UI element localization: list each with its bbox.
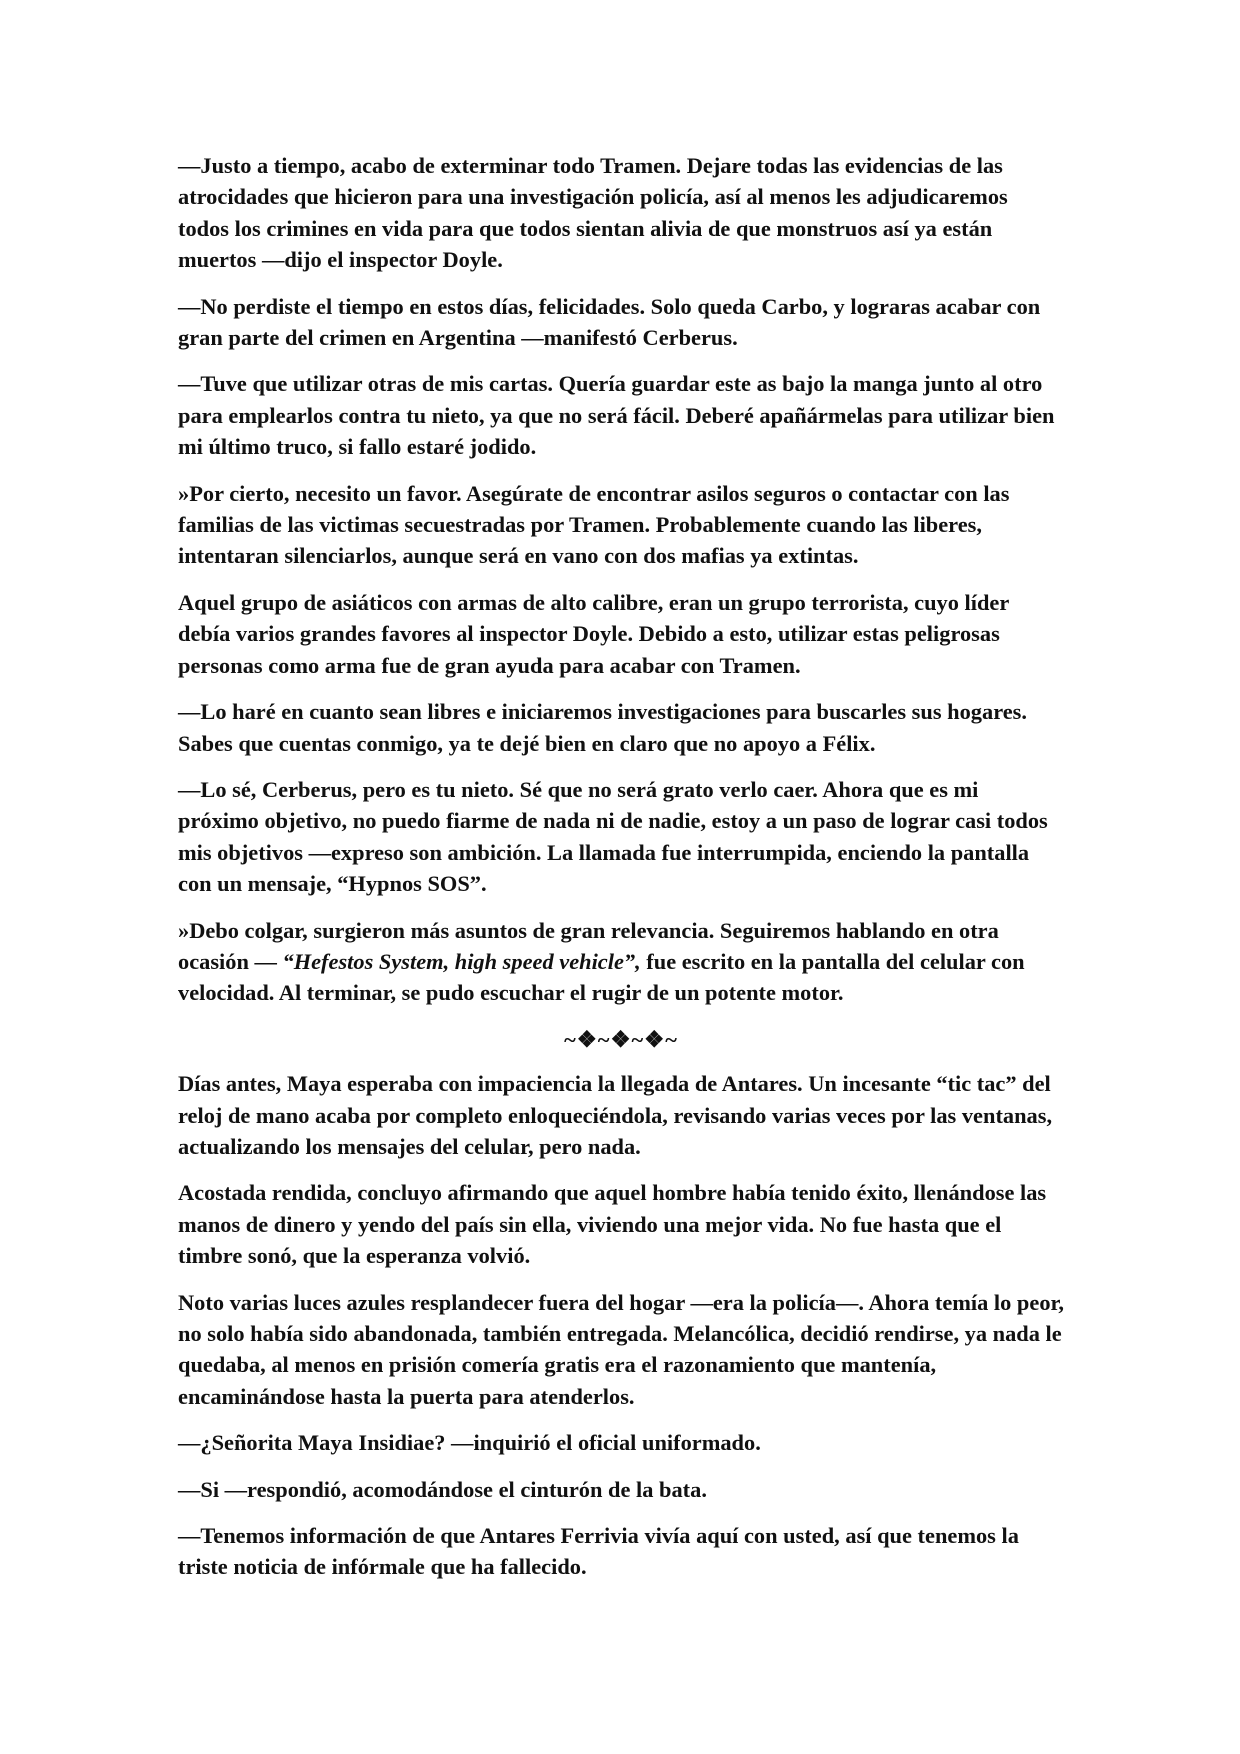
paragraph: Aquel grupo de asiáticos con armas de alto calibre, eran un grupo terrorista, cuyo líder debía varios grandes favores al inspector Doyle. Debido a esto, utilizar estas peligrosas personas como arma fue de gran ayuda para acabar con Tramen. (178, 589, 1009, 678)
paragraph: »Por cierto, necesito un favor. Asegúrate de encontrar asilos seguros o contactar con las familias de las victimas secuestradas por Tramen. Probablemente cuando las liberes, intentaran silenciarlos, aunque será en vano con dos mafias ya extintas. (178, 480, 1010, 569)
paragraph: —Lo sé, Cerberus, pero es tu nieto. Sé que no será grato verlo caer. Ahora que es mi próximo objetivo, no puedo fiarme de nada ni de nadie, estoy a un paso de lograr casi todos mis objetivos —expreso son ambición. La llamada fue interrumpida, enciendo la pantalla con un mensaje, “Hypnos SOS”. (178, 776, 1048, 897)
paragraph: —Lo haré en cuanto sean libres e iniciaremos investigaciones para buscarles sus hogares. Sabes que cuentas conmigo, ya te dejé bien en claro que no apoyo a Félix. (178, 699, 1027, 756)
scene-separator: ~❖~❖~❖~ (564, 1026, 678, 1052)
paragraph: Acostada rendida, concluyo afirmando que aquel hombre había tenido éxito, llenándose las manos de dinero y yendo del país sin ella, viviendo una mejor vida. No fue hasta que el timbre sonó, que la esperanza volvió. (178, 1180, 1047, 1269)
paragraph: Noto varias luces azules resplandecer fuera del hogar —era la policía—. Ahora temía lo peor, no solo había sido abandonada, también entregada. Melancólica, decidió rendirse, ya nada le quedaba, al menos en prisión comería gratis era el razonamiento que mantenía, encaminándose hasta la puerta para atenderlos. (178, 1289, 1065, 1409)
paragraph: —¿Señorita Maya Insidiae? —inquirió el oficial uniformado. (178, 1430, 761, 1456)
paragraph: —Tenemos información de que Antares Ferrivia vivía aquí con usted, así que tenemos la triste noticia de infórmale que ha fallecido. (178, 1523, 1019, 1580)
paragraph-text: fue escrito en la pantalla del celular con velocidad. Al terminar, se pudo escuchar el rugir de un potente motor. (178, 948, 1025, 1006)
paragraph: Días antes, Maya esperaba con impaciencia la llegada de Antares. Un incesante “tic tac” del reloj de mano acaba por completo enloqueciéndola, revisando varias veces por las ventanas, actualizando los mensajes del celular, pero nada. (178, 1071, 1053, 1159)
paragraph (178, 915, 1064, 1009)
page-body (178, 150, 1064, 1598)
paragraph: —Tuve que utilizar otras de mis cartas. Quería guardar este as bajo la manga junto al otro para emplearlos contra tu nieto, ya que no será fácil. Deberé apañármelas para utilizar bien mi último truco, si fallo estaré jodido. (178, 371, 1055, 460)
paragraph-text: »Debo colgar, surgieron más asuntos de gran relevancia. Seguiremos hablando en otra ocasión — (178, 917, 999, 974)
paragraph: —Si —respondió, acomodándose el cinturón de la bata. (178, 1476, 707, 1502)
italic-quote: “Hefestos System, high speed vehicle”, (282, 948, 641, 974)
paragraph: —Justo a tiempo, acabo de exterminar todo Tramen. Dejare todas las evidencias de las atrocidades que hicieron para una investigación policía, así al menos les adjudicaremos todos los crimines en vida para que todos sientan alivia de que monstruos así ya están muertos —dijo el inspector Doyle. (178, 153, 1008, 273)
paragraph: —No perdiste el tiempo en estos días, felicidades. Solo queda Carbo, y lograras acabar con gran parte del crimen en Argentina —manifestó Cerberus. (178, 293, 1041, 351)
